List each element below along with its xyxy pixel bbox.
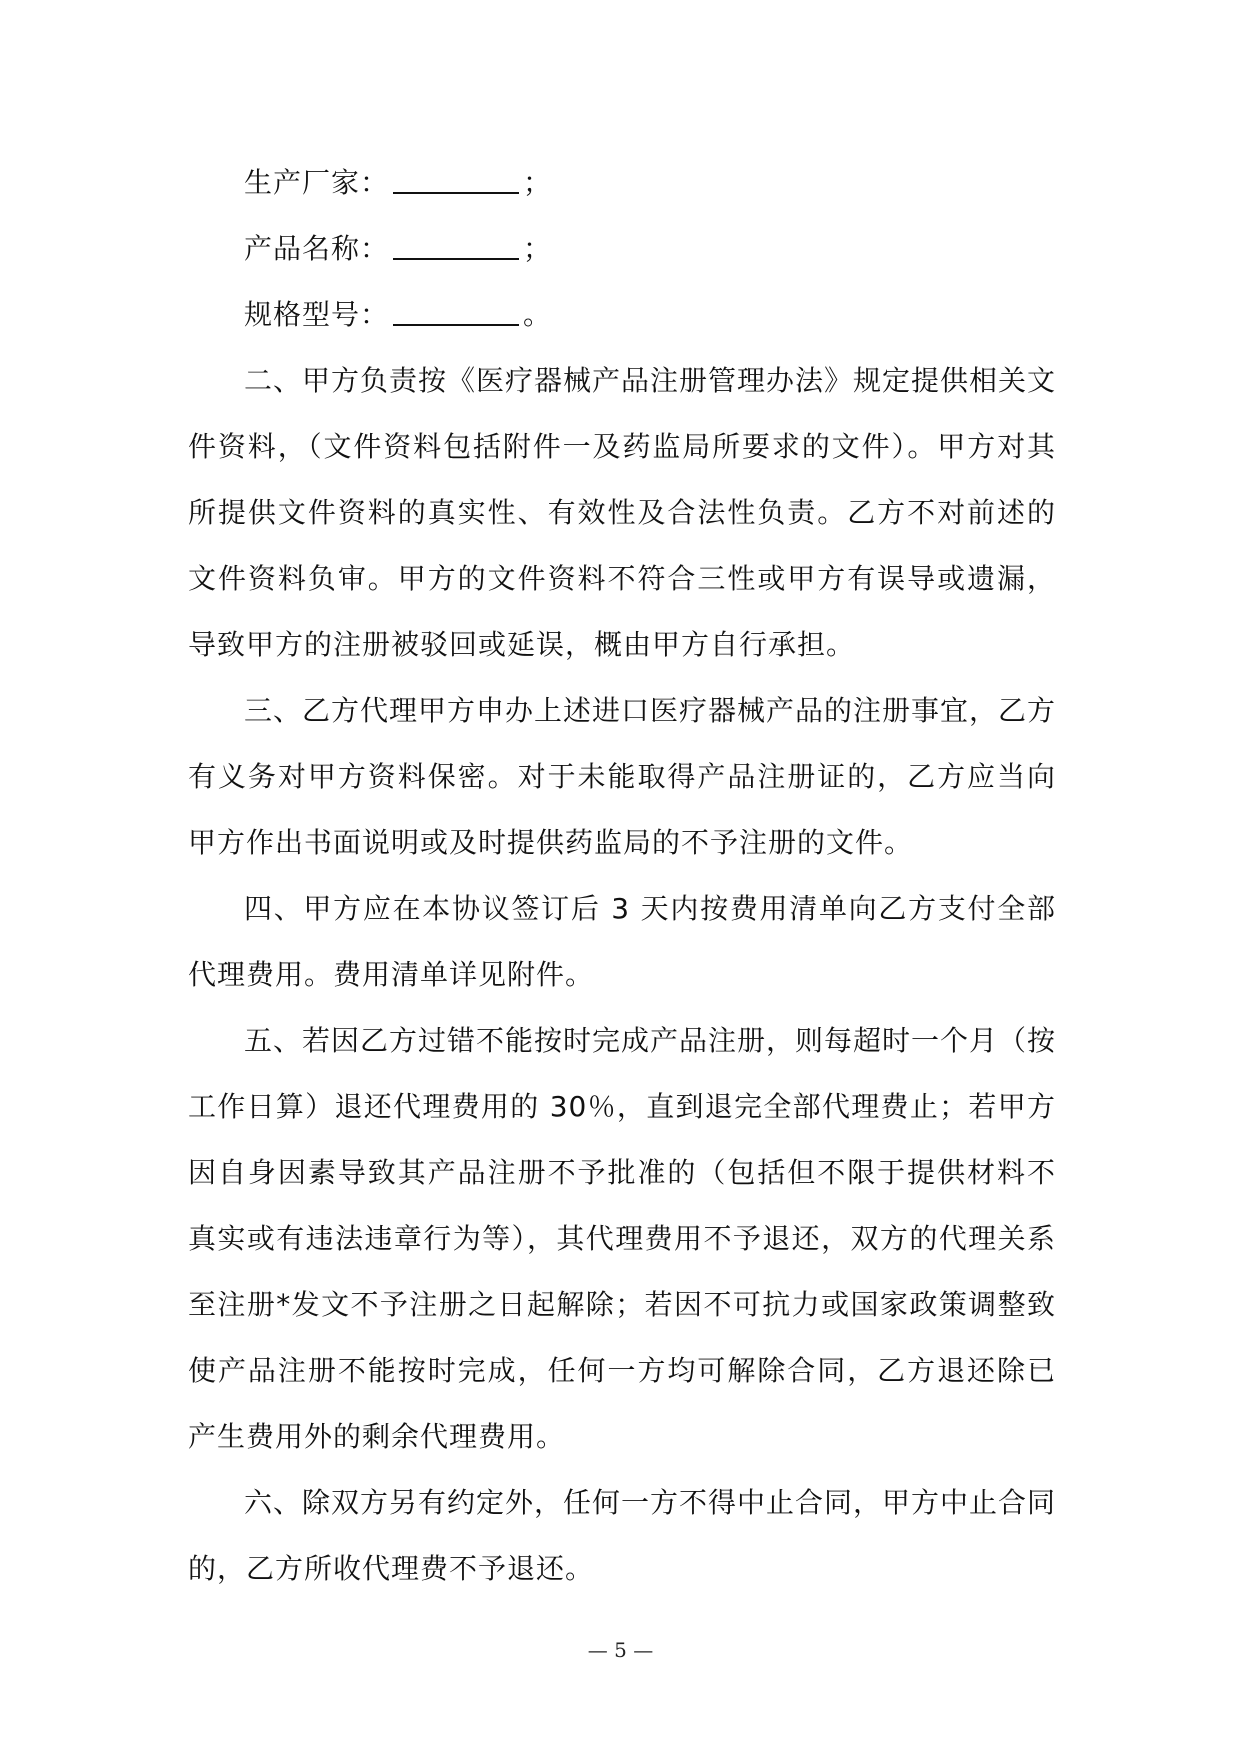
clause-6: 六、除双方另有约定外，任何一方不得中止合同，甲方中止合同的，乙方所收代理费不予退还。 xyxy=(188,1486,1057,1585)
page-number: — 5 — xyxy=(587,1638,654,1662)
blank-line xyxy=(393,224,519,260)
field-label: 生产厂家： xyxy=(244,166,390,199)
field-label: 产品名称： xyxy=(244,232,390,265)
field-label: 规格型号： xyxy=(244,298,390,331)
field-product-name xyxy=(188,216,1056,282)
field-manufacturer xyxy=(188,150,1056,216)
field-suffix: 。 xyxy=(523,298,553,331)
field-model-spec xyxy=(188,282,1056,348)
document-body xyxy=(188,150,1056,1602)
clause-5: 五、若因乙方过错不能按时完成产品注册，则每超时一个月（按工作日算）退还代理费用的 30％，直到退完全部代理费止；若甲方因自身因素导致其产品注册不予批准的（包括但不限于提供材料不真实或有违法违章行为等），其代理费用不予退还，双方的代理关系至注册*发文不予注册之日起解除；若因不可抗力或国家政策调整致使产品注册不能按时完成，任何一方均可解除合同，乙方退还除已产生费用外的剩余代理费用。 xyxy=(188,1024,1057,1453)
clause-2: 二、甲方负责按《医疗器械产品注册管理办法》规定提供相关文件资料，（文件资料包括附件一及药监局所要求的文件）。甲方对其所提供文件资料的真实性、有效性及合法性负责。乙方不对前述的文件资料负审。甲方的文件资料不符合三性或甲方有误导或遗漏，导致甲方的注册被驳回或延误，概由甲方自行承担。 xyxy=(188,364,1057,661)
clause-4: 四、甲方应在本协议签订后 3 天内按费用清单向乙方支付全部代理费用。费用清单详见附件。 xyxy=(188,892,1056,991)
field-suffix: ； xyxy=(523,232,553,265)
clause-3: 三、乙方代理甲方申办上述进口医疗器械产品的注册事宜，乙方有义务对甲方资料保密。对于未能取得产品注册证的，乙方应当向甲方作出书面说明或及时提供药监局的不予注册的文件。 xyxy=(188,694,1057,859)
field-suffix: ； xyxy=(523,166,553,199)
blank-line xyxy=(393,290,519,326)
blank-line xyxy=(393,158,519,194)
